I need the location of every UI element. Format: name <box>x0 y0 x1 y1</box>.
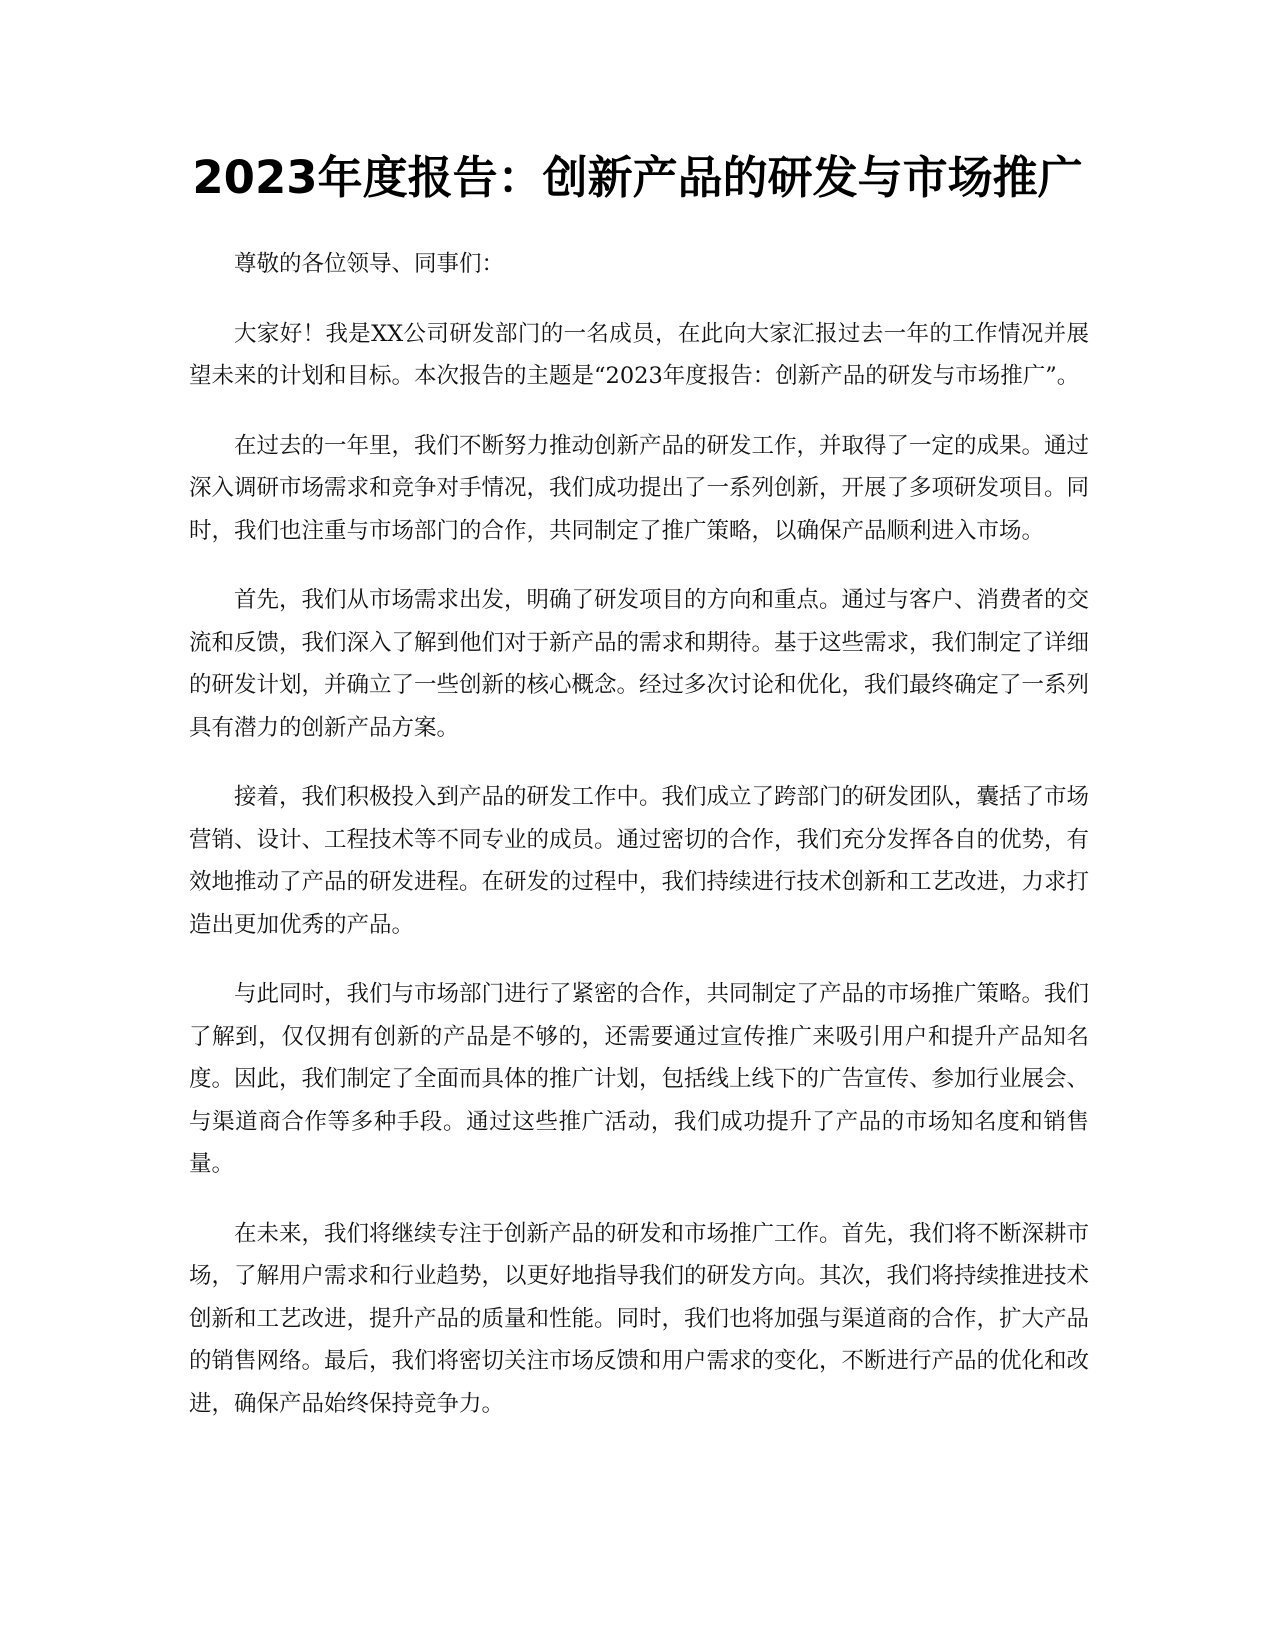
paragraph-market-needs: 首先，我们从市场需求出发，明确了研发项目的方向和重点。通过与客户、消费者的交流和反馈，我们深入了解到他们对于新产品的需求和期待。基于这些需求，我们制定了详细的研发计划，并确立了一些创新的核心概念。经过多次讨论和优化，我们最终确定了一系列具有潜力的创新产品方案。 <box>189 587 1090 741</box>
document-body <box>189 243 1089 1452</box>
document-title: 2023年度报告：创新产品的研发与市场推广 <box>192 151 1083 204</box>
paragraph-past-year: 在过去的一年里，我们不断努力推动创新产品的研发工作，并取得了一定的成果。通过深入调研市场需求和竞争对手情况，我们成功提出了一系列创新，开展了多项研发项目。同时，我们也注重与市场部门的合作，共同制定了推广策略，以确保产品顺利进入市场。 <box>189 432 1090 544</box>
paragraph-marketing: 与此同时，我们与市场部门进行了紧密的合作，共同制定了产品的市场推广策略。我们了解到，仅仅拥有创新的产品是不够的，还需要通过宣传推广来吸引用户和提升产品知名度。因此，我们制定了全面而具体的推广计划，包括线上线下的广告宣传、参加行业展会、与渠道商合作等多种手段。通过这些推广活动，我们成功提升了产品的市场知名度和销售量。 <box>189 981 1090 1177</box>
paragraph-salutation: 尊敬的各位领导、同事们： <box>234 251 505 277</box>
paragraph-future: 在未来，我们将继续专注于创新产品的研发和市场推广工作。首先，我们将不断深耕市场，了解用户需求和行业趋势，以更好地指导我们的研发方向。其次，我们将持续推进技术创新和工艺改进，提升产品的质量和性能。同时，我们也将加强与渠道商的合作，扩大产品的销售网络。最后，我们将密切关注市场反馈和用户需求的变化，不断进行产品的优化和改进，确保产品始终保持竞争力。 <box>189 1220 1090 1417</box>
paragraph-rd-work: 接着，我们积极投入到产品的研发工作中。我们成立了跨部门的研发团队，囊括了市场营销、设计、工程技术等不同专业的成员。通过密切的合作，我们充分发挥各自的优势，有效地推动了产品的研发进程。在研发的过程中，我们持续进行技术创新和工艺改进，力求打造出更加优秀的产品。 <box>189 784 1090 938</box>
paragraph-introduction: 大家好！我是XX公司研发部门的一名成员，在此向大家汇报过去一年的工作情况并展望未来的计划和目标。本次报告的主题是“2023年度报告：创新产品的研发与市场推广”。 <box>189 320 1089 389</box>
